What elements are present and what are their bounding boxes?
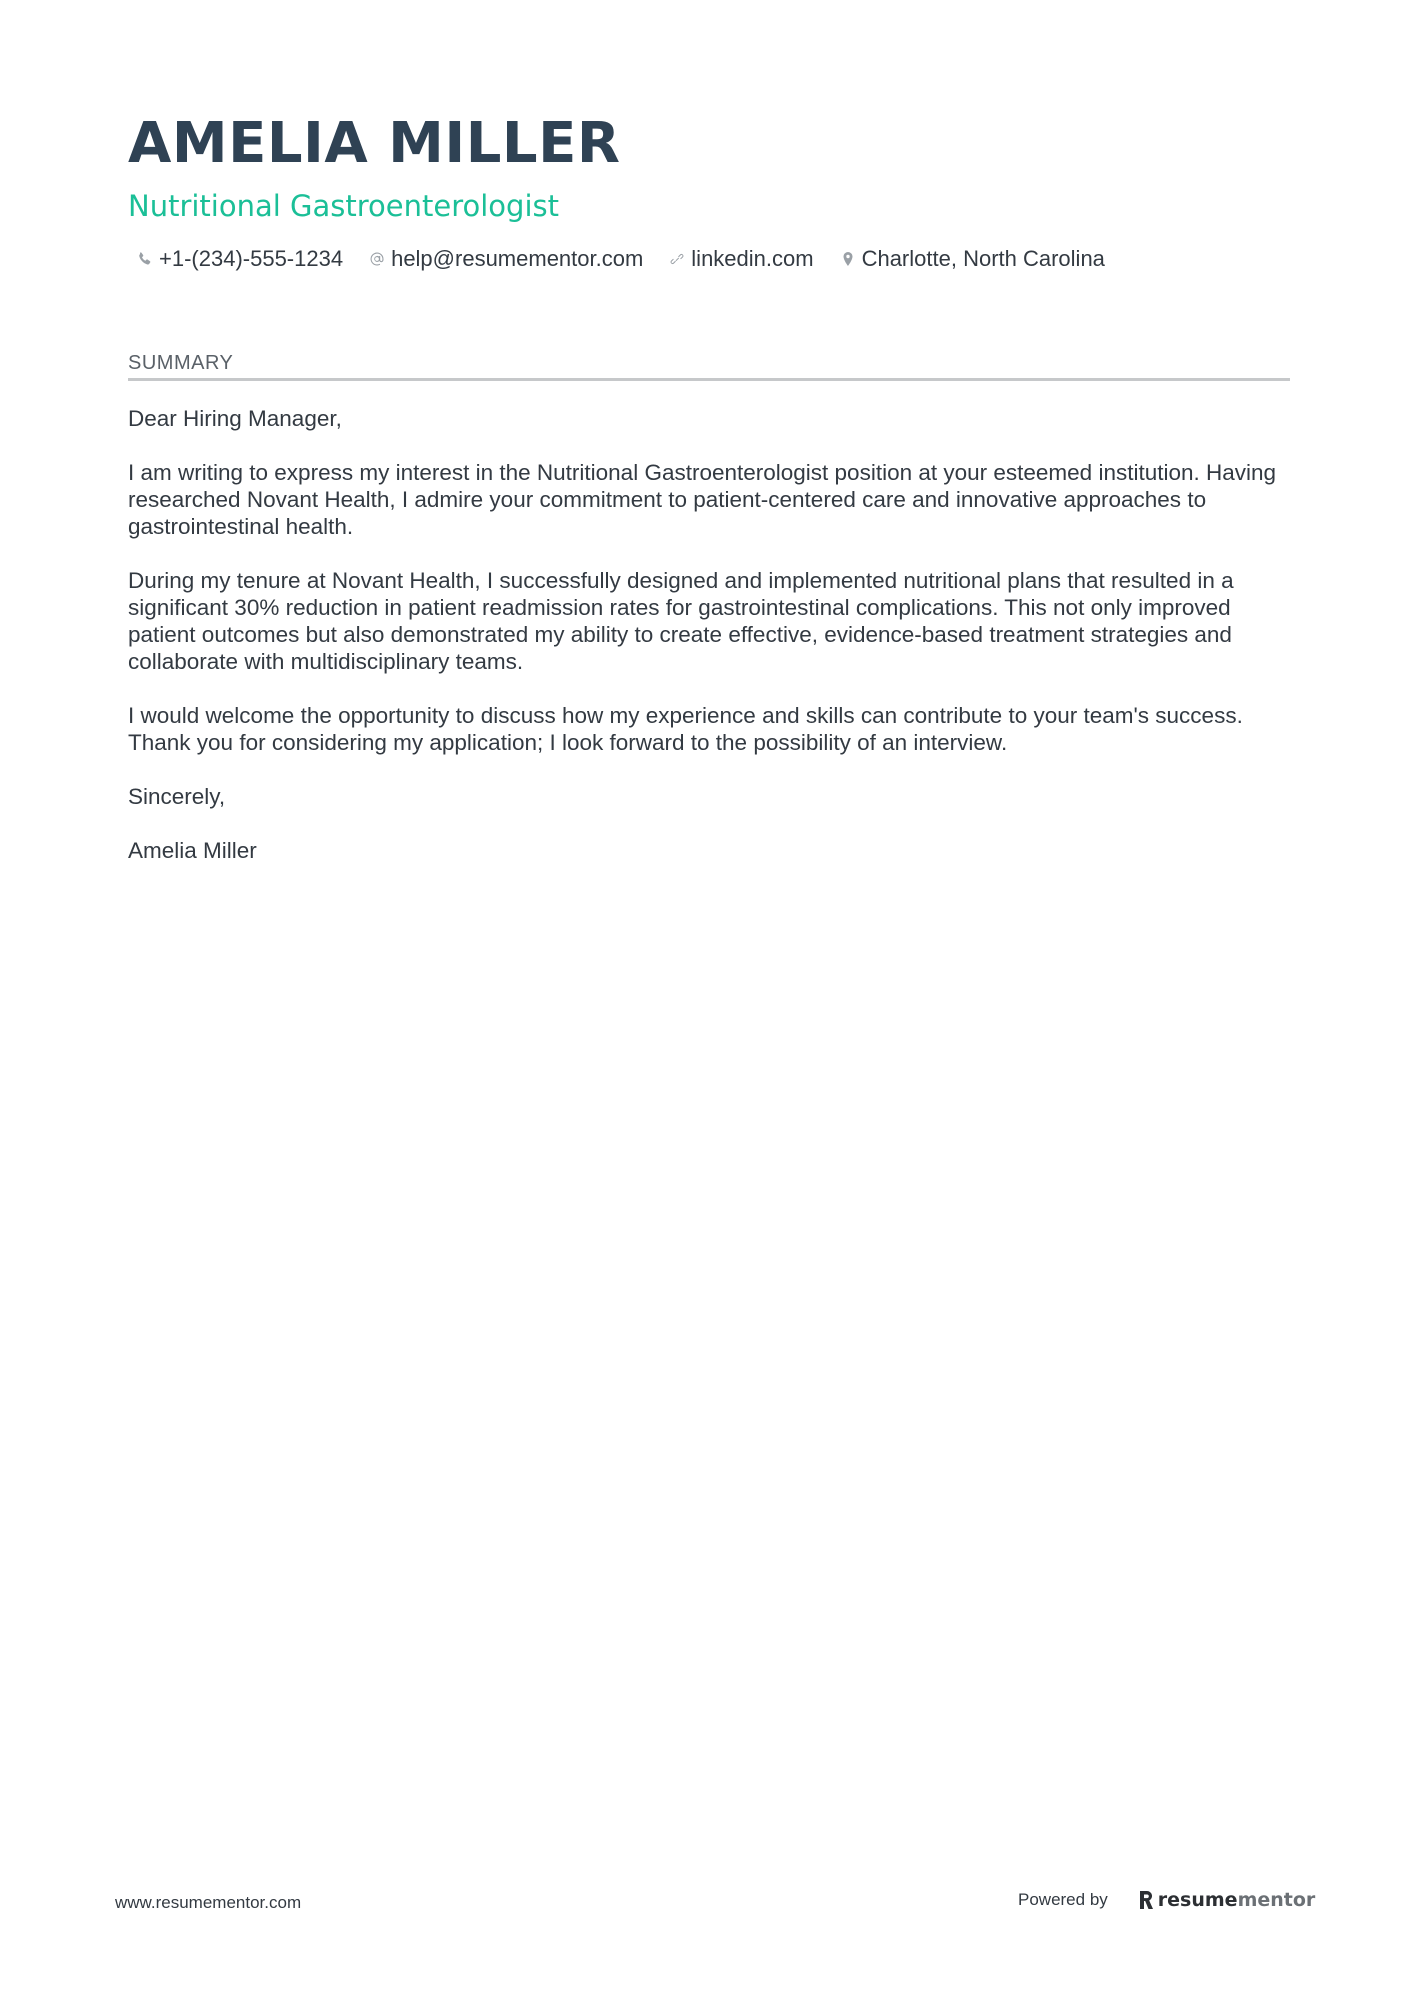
resume-page xyxy=(128,108,1290,891)
contact-email[interactable] xyxy=(369,246,643,272)
contact-email-text: help@resumementor.com xyxy=(391,246,644,271)
location-pin-icon xyxy=(840,251,862,267)
candidate-name: AMELIA MILLER xyxy=(128,111,621,176)
contact-location xyxy=(840,246,1105,272)
letter-greeting: Dear Hiring Manager, xyxy=(128,406,342,431)
contact-location-text: Charlotte, North Carolina xyxy=(861,246,1105,271)
resumementor-logo[interactable] xyxy=(1138,1889,1316,1911)
footer-branding xyxy=(1018,1889,1315,1911)
brand-text-mentor: mentor xyxy=(1237,1889,1316,1911)
summary-heading: SUMMARY xyxy=(128,352,1290,381)
letter-closing: Sincerely, xyxy=(128,784,226,809)
brand-text-resume: resume xyxy=(1157,1889,1238,1911)
letter-paragraph: I would welcome the opportunity to discuss how my experience and skills can contribute to your team's success. Thank you for considering my application; I look forward to the possibility of an interview. xyxy=(128,703,1243,755)
contact-bar xyxy=(128,246,1290,272)
phone-icon xyxy=(137,251,159,267)
letter-signature: Amelia Miller xyxy=(128,838,257,863)
cover-letter-body xyxy=(128,405,1290,864)
link-icon xyxy=(669,251,691,267)
footer-website-link[interactable]: www.resumementor.com xyxy=(115,1893,302,1912)
letter-paragraph: During my tenure at Novant Health, I successfully designed and implemented nutritional plans that resulted in a significant 30% reduction in patient readmission rates for gastrointestinal complications. This not only improved patient outcomes but also demonstrated my ability to create effective, evidence-based treatment strategies and collaborate with multidisciplinary teams. xyxy=(128,568,1234,674)
resumementor-logo-icon xyxy=(1138,1890,1154,1910)
contact-linkedin-text: linkedin.com xyxy=(691,246,814,271)
contact-linkedin[interactable] xyxy=(669,246,813,272)
contact-phone-text: +1-(234)-555-1234 xyxy=(159,246,344,271)
contact-phone xyxy=(128,246,343,272)
job-title: Nutritional Gastroenterologist xyxy=(128,189,559,223)
powered-by-label: Powered by xyxy=(1018,1890,1108,1909)
letter-paragraph: I am writing to express my interest in the Nutritional Gastroenterologist position at your esteemed institution. Having researched Novant Health, I admire your commitment to patient-centered care and innovative approaches to gastrointestinal health. xyxy=(128,460,1277,539)
at-icon xyxy=(369,251,391,267)
